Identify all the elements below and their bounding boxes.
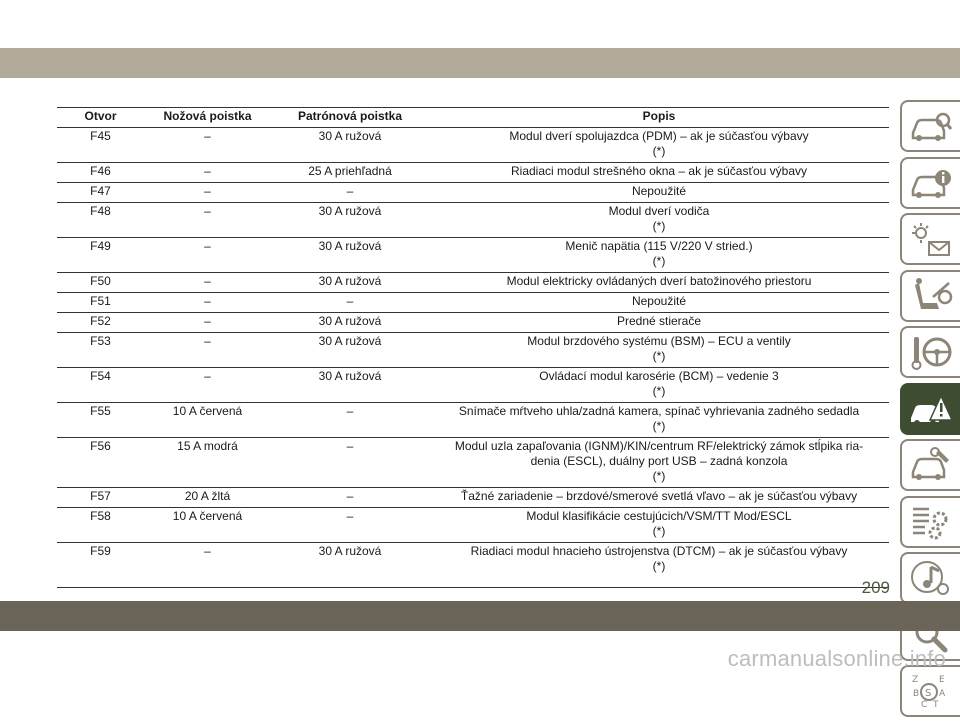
cell-nozova-poistka: – xyxy=(204,129,211,143)
popis-text: Modul brzdového systému (BSM) – ECU a ventily xyxy=(527,334,791,348)
chapter-tab-11[interactable] xyxy=(900,665,960,717)
cell-patronova-poistka: – xyxy=(346,439,354,453)
fuse-table xyxy=(57,107,889,588)
table-row xyxy=(57,183,889,203)
cell-popis xyxy=(429,543,889,588)
cell-nozova-poistka: – xyxy=(204,274,211,288)
popis-text: Ovládací modul karosérie (BCM) – vedenie 3 xyxy=(539,369,779,383)
cell-nozova-poistka: 20 A žltá xyxy=(184,489,231,503)
popis-text: Modul klasifikácie cestujúcich/VSM/TT Mod/ESCL xyxy=(526,509,792,523)
table-row xyxy=(57,403,889,438)
popis-text: Ťažné zariadenie – brzdové/smerové svetlá vľavo – ak je súčasťou výbavy xyxy=(460,489,858,503)
cell-nozova-poistka: – xyxy=(204,164,211,178)
popis-text: Riadiaci modul strešného okna – ak je súčasťou výbavy xyxy=(511,164,807,178)
popis-text: Riadiaci modul hnacieho ústrojenstva (DTCM) – ak je súčasťou výbavy xyxy=(470,544,848,558)
popis-note: (*) xyxy=(652,384,666,398)
chapter-tab-8[interactable] xyxy=(900,496,960,548)
cell-otvor: F58 xyxy=(90,509,111,523)
cell-patronova-poistka: 30 A ružová xyxy=(318,239,382,253)
column-header-otvor: Otvor xyxy=(57,108,144,128)
car-service-icon xyxy=(909,446,953,484)
svg-text:T: T xyxy=(933,700,939,710)
cell-patronova-poistka: 30 A ružová xyxy=(318,129,382,143)
popis-text: Modul dverí spolujazdca (PDM) – ak je súčasťou výbavy xyxy=(509,129,809,143)
cell-patronova-poistka: 30 A ružová xyxy=(318,334,382,348)
popis-text: Modul uzla zapaľovania (IGNM)/KIN/centrum RF/elektrický zámok stĺpika ria- xyxy=(454,439,864,453)
cell-patronova-poistka: – xyxy=(346,294,354,308)
cell-nozova-poistka: – xyxy=(204,369,211,383)
popis-text: denia (ESCL), duálny port USB – zadná konzola xyxy=(530,454,788,468)
wrench-steering-wheel-icon xyxy=(909,333,953,371)
table-row xyxy=(57,438,889,488)
cell-popis xyxy=(429,203,889,238)
cell-popis xyxy=(429,313,889,333)
table-row xyxy=(57,543,889,588)
popis-text: Modul dverí vodiča xyxy=(608,204,710,218)
column-header-popis: Popis xyxy=(429,108,889,128)
popis-text: Nepoužité xyxy=(631,184,687,198)
cell-popis xyxy=(429,438,889,488)
table-row xyxy=(57,488,889,508)
cell-patronova-poistka: 30 A ružová xyxy=(318,204,382,218)
car-info-icon xyxy=(909,164,953,202)
cell-nozova-poistka: – xyxy=(204,184,211,198)
cell-popis xyxy=(429,368,889,403)
cell-popis xyxy=(429,508,889,543)
svg-text:B: B xyxy=(913,689,920,699)
popis-note: (*) xyxy=(652,419,666,433)
popis-note: (*) xyxy=(652,524,666,538)
popis-note: (*) xyxy=(652,349,666,363)
cell-otvor: F47 xyxy=(90,184,111,198)
cell-patronova-poistka: – xyxy=(346,404,354,418)
cell-patronova-poistka: 30 A ružová xyxy=(318,544,382,558)
table-row xyxy=(57,203,889,238)
cell-popis xyxy=(429,163,889,183)
cell-nozova-poistka: – xyxy=(204,314,211,328)
cell-patronova-poistka: 30 A ružová xyxy=(318,274,382,288)
chapter-tab-9[interactable] xyxy=(900,552,960,604)
cell-nozova-poistka: – xyxy=(204,239,211,253)
popis-text: Nepoužité xyxy=(631,294,687,308)
popis-text: Menič napätia (115 V/220 V stried.) xyxy=(565,239,753,253)
popis-text: Snímače mŕtveho uhla/zadná kamera, spínač vyhrievania zadného sedadla xyxy=(458,404,860,418)
table-row xyxy=(57,238,889,273)
cell-patronova-poistka: 30 A ružová xyxy=(318,369,382,383)
table-row xyxy=(57,368,889,403)
column-header-nozova-poistka: Nožová poistka xyxy=(144,108,271,128)
light-message-icon xyxy=(909,220,953,258)
specifications-gears-icon xyxy=(909,503,953,541)
cell-otvor: F46 xyxy=(90,164,111,178)
table-row xyxy=(57,128,889,163)
cell-otvor: F51 xyxy=(90,294,111,308)
watermark: carmanualsonline.info xyxy=(727,646,946,671)
cell-otvor: F50 xyxy=(90,274,111,288)
cell-nozova-poistka: – xyxy=(204,544,211,558)
popis-text: Modul elektricky ovládaných dverí batožinového priestoru xyxy=(506,274,812,288)
cell-otvor: F54 xyxy=(90,369,111,383)
cell-popis xyxy=(429,238,889,273)
cell-otvor: F48 xyxy=(90,204,111,218)
cell-popis xyxy=(429,333,889,368)
chapter-tab-3[interactable] xyxy=(900,213,960,265)
table-row xyxy=(57,333,889,368)
car-search-icon xyxy=(909,107,953,145)
chapter-tab-7[interactable] xyxy=(900,439,960,491)
chapter-tab-6[interactable] xyxy=(900,383,960,435)
cell-nozova-poistka: 10 A červená xyxy=(172,404,243,418)
column-header-patronova-poistka: Patrónová poistka xyxy=(271,108,429,128)
table-header-row xyxy=(57,108,889,128)
popis-text: Predné stierače xyxy=(616,314,702,328)
cell-patronova-poistka: – xyxy=(346,509,354,523)
svg-text:Z: Z xyxy=(912,675,919,685)
cell-patronova-poistka: – xyxy=(346,489,354,503)
cell-popis xyxy=(429,128,889,163)
popis-note: (*) xyxy=(652,559,666,573)
cell-nozova-poistka: 10 A červená xyxy=(172,509,243,523)
table-row xyxy=(57,313,889,333)
cell-otvor: F56 xyxy=(90,439,111,453)
chapter-tab-4[interactable] xyxy=(900,270,960,322)
fuse-table-body xyxy=(57,128,889,588)
cell-popis xyxy=(429,488,889,508)
seat-airbag-icon xyxy=(909,277,953,315)
popis-note: (*) xyxy=(652,469,666,483)
cell-nozova-poistka: – xyxy=(204,204,211,218)
table-row xyxy=(57,508,889,543)
cell-otvor: F53 xyxy=(90,334,111,348)
popis-note: (*) xyxy=(652,144,666,158)
cell-popis xyxy=(429,403,889,438)
cell-nozova-poistka: – xyxy=(204,334,211,348)
table-row xyxy=(57,293,889,313)
chapter-tab-2[interactable] xyxy=(900,157,960,209)
cell-patronova-poistka: 30 A ružová xyxy=(318,314,382,328)
svg-text:C: C xyxy=(921,700,928,710)
table-row xyxy=(57,163,889,183)
cell-nozova-poistka: 15 A modrá xyxy=(177,439,238,453)
popis-note: (*) xyxy=(652,219,666,233)
svg-text:E: E xyxy=(939,675,945,685)
cell-nozova-poistka: – xyxy=(204,294,211,308)
cell-otvor: F57 xyxy=(90,489,111,503)
popis-note: (*) xyxy=(652,254,666,268)
cell-patronova-poistka: – xyxy=(346,184,354,198)
cell-otvor: F52 xyxy=(90,314,111,328)
cell-otvor: F45 xyxy=(90,129,111,143)
page-number: 209 xyxy=(861,578,890,597)
cell-otvor: F59 xyxy=(90,544,111,558)
car-warning-icon xyxy=(909,390,953,428)
footer-band xyxy=(0,601,960,631)
multimedia-note-icon xyxy=(909,559,953,597)
svg-text:A: A xyxy=(939,689,946,699)
cell-popis xyxy=(429,293,889,313)
cell-popis xyxy=(429,273,889,293)
svg-text:S: S xyxy=(925,688,932,699)
cell-otvor: F49 xyxy=(90,239,111,253)
table-row xyxy=(57,273,889,293)
chapter-tab-5[interactable] xyxy=(900,326,960,378)
header-band xyxy=(0,48,960,78)
cell-popis xyxy=(429,183,889,203)
cell-patronova-poistka: 25 A priehľadná xyxy=(308,164,392,178)
cell-otvor: F55 xyxy=(90,404,111,418)
chapter-tab-1[interactable] xyxy=(900,100,960,152)
